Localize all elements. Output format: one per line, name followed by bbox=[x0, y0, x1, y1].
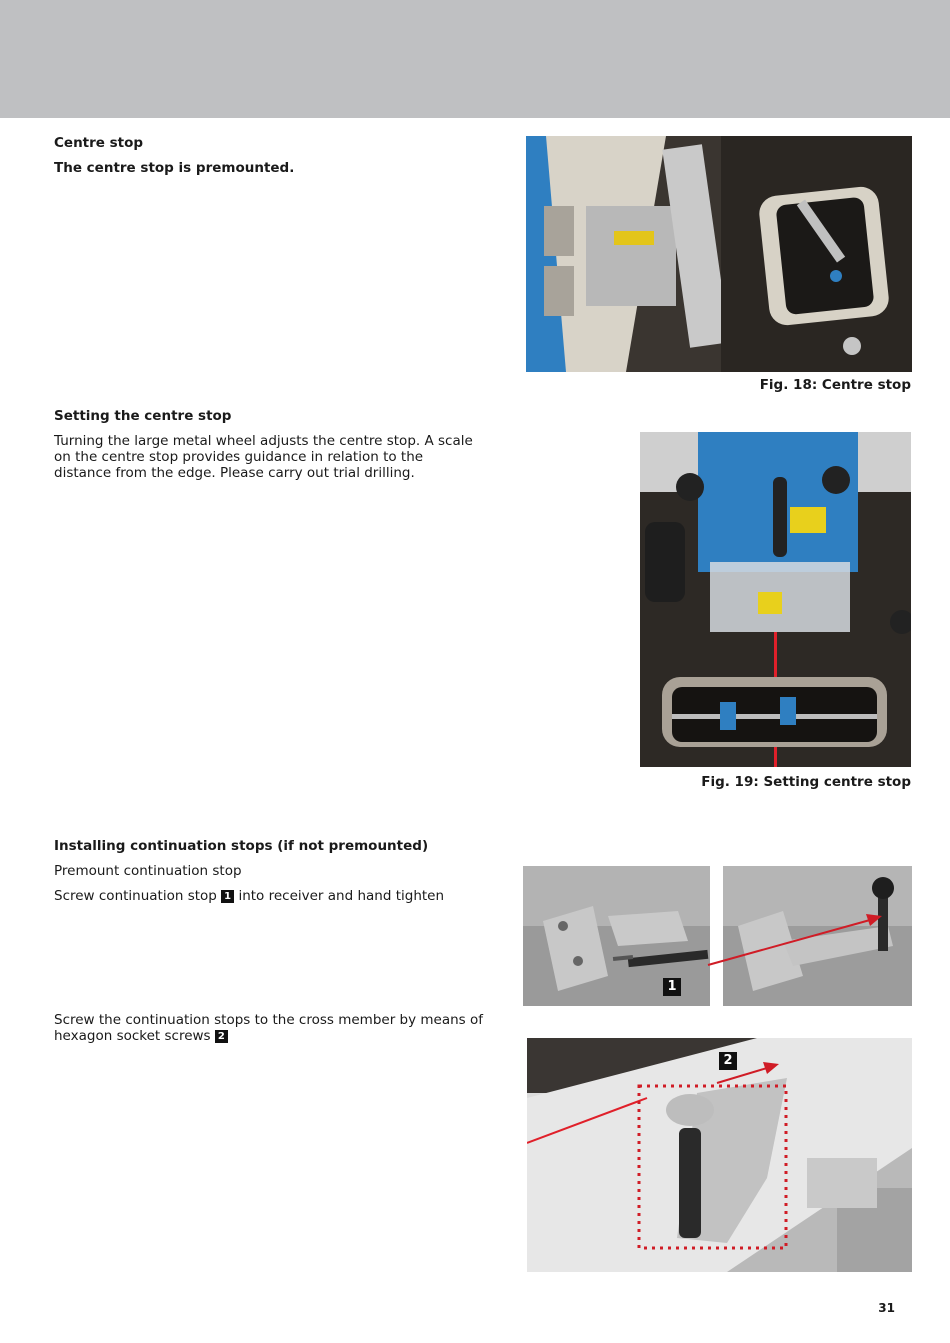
callout-badge-2: 2 bbox=[215, 1030, 228, 1043]
fig18-caption: Fig. 18: Centre stop bbox=[759, 377, 911, 393]
photo-callout-2: 2 bbox=[719, 1052, 737, 1070]
callout-badge-1: 1 bbox=[221, 890, 234, 903]
setting-centre-stop-body: Turning the large metal wheel adjusts the centre stop. A scale on the centre stop provides guidance in relation to the distance from the edge. Please carry out trial drilling. bbox=[54, 433, 473, 481]
screw-stop-text: Screw continuation stop bbox=[54, 888, 217, 904]
setting-centre-stop-heading: Setting the centre stop bbox=[54, 408, 232, 424]
centre-stop-subheading: The centre stop is premounted. bbox=[54, 160, 295, 176]
continuation-stops-heading: Installing continuation stops (if not premounted) bbox=[54, 838, 429, 854]
premount-line: Premount continuation stop bbox=[54, 863, 242, 879]
photo-callout-1: 1 bbox=[663, 978, 681, 996]
hex-screws-text: Screw the continuation stops to the cross member by means of hexagon socket screws bbox=[54, 1012, 484, 1044]
fig19-setting-photo bbox=[640, 432, 911, 767]
callout-arrow bbox=[700, 880, 890, 980]
cross-member-photo bbox=[527, 1038, 912, 1272]
hex-screws-line bbox=[54, 1012, 484, 1044]
fig18-centre-stop-photo bbox=[526, 136, 912, 372]
centre-stop-heading: Centre stop bbox=[54, 135, 144, 151]
header-band bbox=[0, 0, 950, 118]
continuation-stop-parts-photo bbox=[523, 866, 710, 1006]
fig19-caption: Fig. 19: Setting centre stop bbox=[701, 774, 911, 790]
screw-stop-line bbox=[54, 888, 444, 904]
page-number: 31 bbox=[878, 1301, 895, 1315]
screw-stop-text-after: into receiver and hand tighten bbox=[238, 888, 445, 904]
